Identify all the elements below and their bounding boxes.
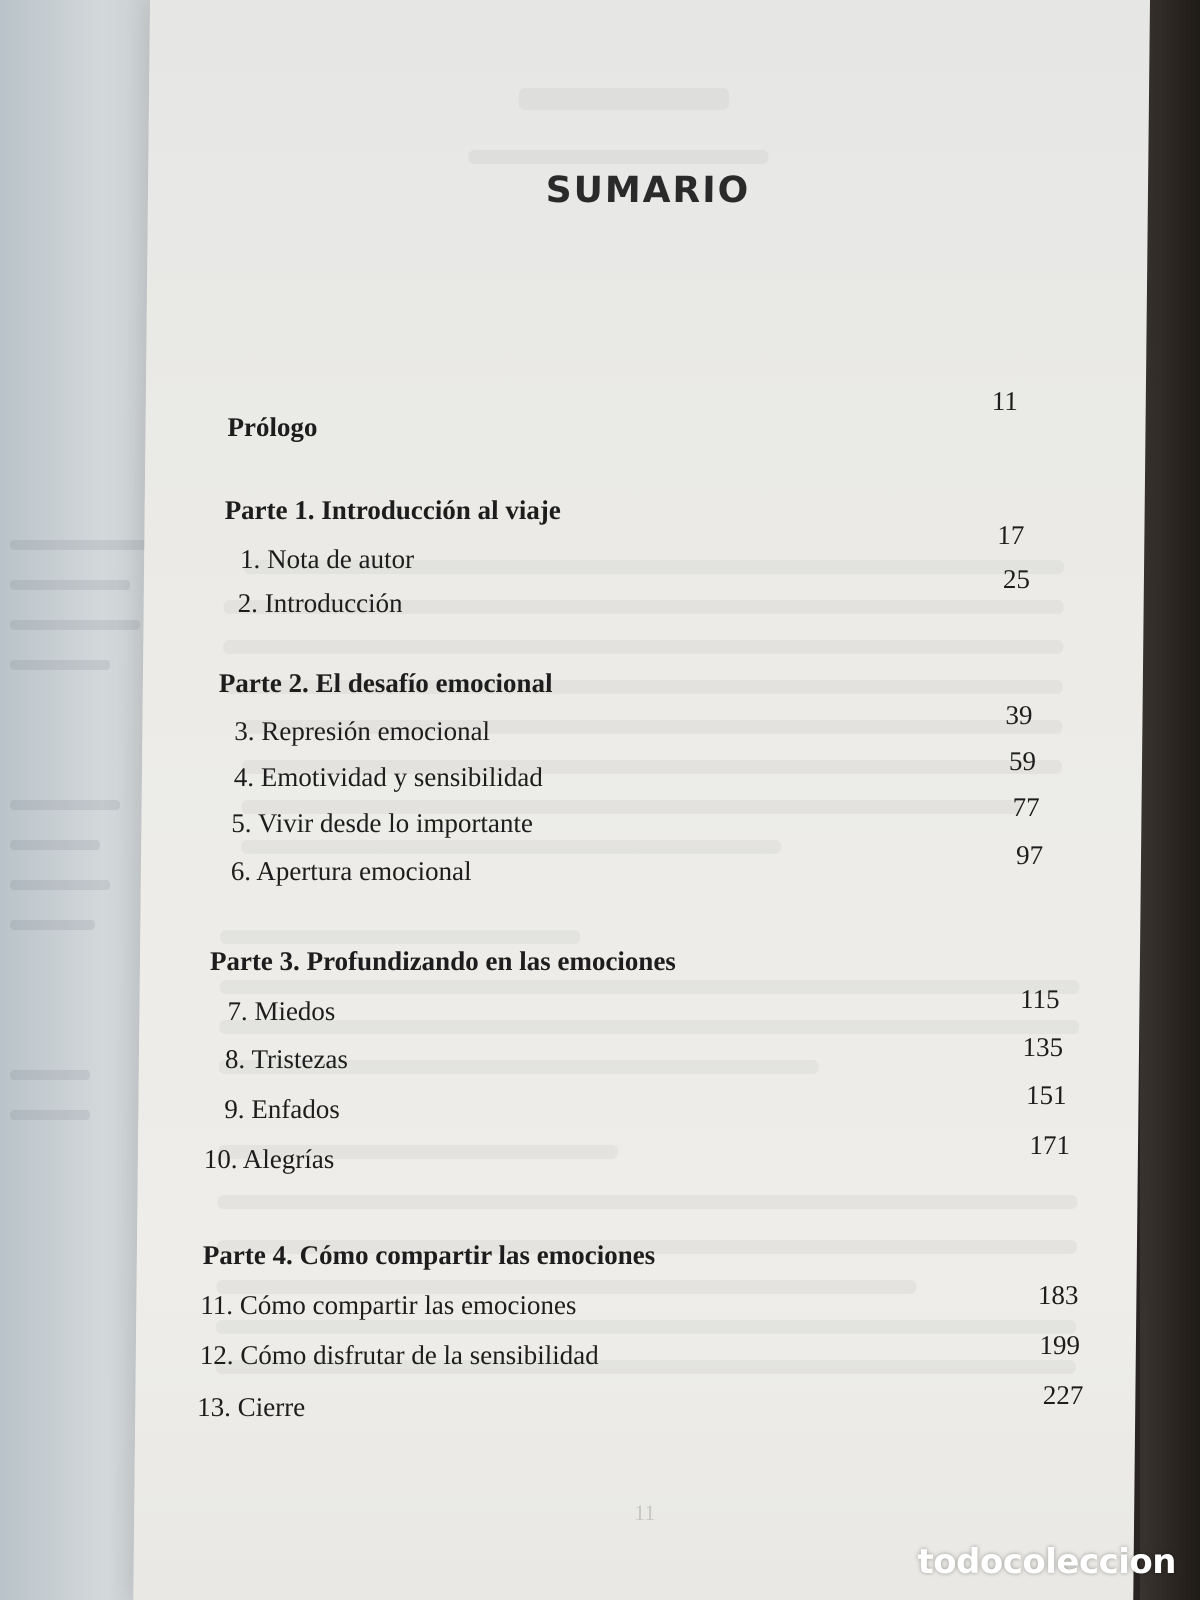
book-page [133,0,1150,1600]
toc-chapter-3: 3. Represión emocional [234,716,491,746]
toc-chapter-13: 13. Cierre [197,1392,306,1422]
toc-chapter-11-page: 183 [1037,1280,1079,1310]
toc-chapter-5: 5. Vivir desde lo importante [231,808,534,838]
toc-chapter-6-page: 97 [1015,840,1044,870]
toc-chapter-8-page: 135 [1022,1032,1064,1062]
page-title: SUMARIO [545,170,751,211]
toc-chapter-12-page: 199 [1039,1330,1081,1360]
toc-chapter-2: 2. Introducción [237,588,403,618]
toc-chapter-11: 11. Cómo compartir las emociones [200,1290,577,1320]
toc-chapter-9: 9. Enfados [224,1094,341,1124]
toc-part-3-title: Parte 3. Profundizando en las emociones [209,946,677,976]
toc-prologue-label: Prólogo [227,412,318,442]
toc-chapter-13-page: 227 [1042,1380,1084,1410]
toc-prologue-page: 11 [991,386,1018,416]
toc-chapter-2-page: 25 [1002,564,1031,594]
toc-chapter-3-page: 39 [1005,700,1033,730]
toc-chapter-9-page: 151 [1025,1080,1067,1110]
toc-chapter-1: 1. Nota de autor [239,544,415,574]
toc-chapter-10-page: 171 [1029,1130,1071,1160]
toc-chapter-8: 8. Tristezas [224,1044,349,1074]
toc-part-4-title: Parte 4. Cómo compartir las emociones [202,1240,656,1270]
toc-part-1-title: Parte 1. Introducción al viaje [224,495,562,525]
background-edge [1140,0,1200,1600]
toc-chapter-5-page: 77 [1012,792,1040,822]
toc-chapter-7-page: 115 [1019,984,1060,1014]
toc-chapter-4-page: 59 [1008,746,1037,776]
toc-chapter-6: 6. Apertura emocional [230,856,472,886]
toc-chapter-1-page: 17 [997,520,1025,550]
page-folio: 11 [634,1500,656,1525]
toc-chapter-12: 12. Cómo disfrutar de la sensibilidad [199,1340,599,1370]
toc-chapter-10: 10. Alegrías [203,1144,335,1174]
toc-part-2-title: Parte 2. El desafío emocional [218,668,553,698]
toc-chapter-7: 7. Miedos [227,996,336,1026]
toc-chapter-4: 4. Emotividad y sensibilidad [233,762,544,792]
watermark-logo: todocoleccion [917,1542,1176,1582]
